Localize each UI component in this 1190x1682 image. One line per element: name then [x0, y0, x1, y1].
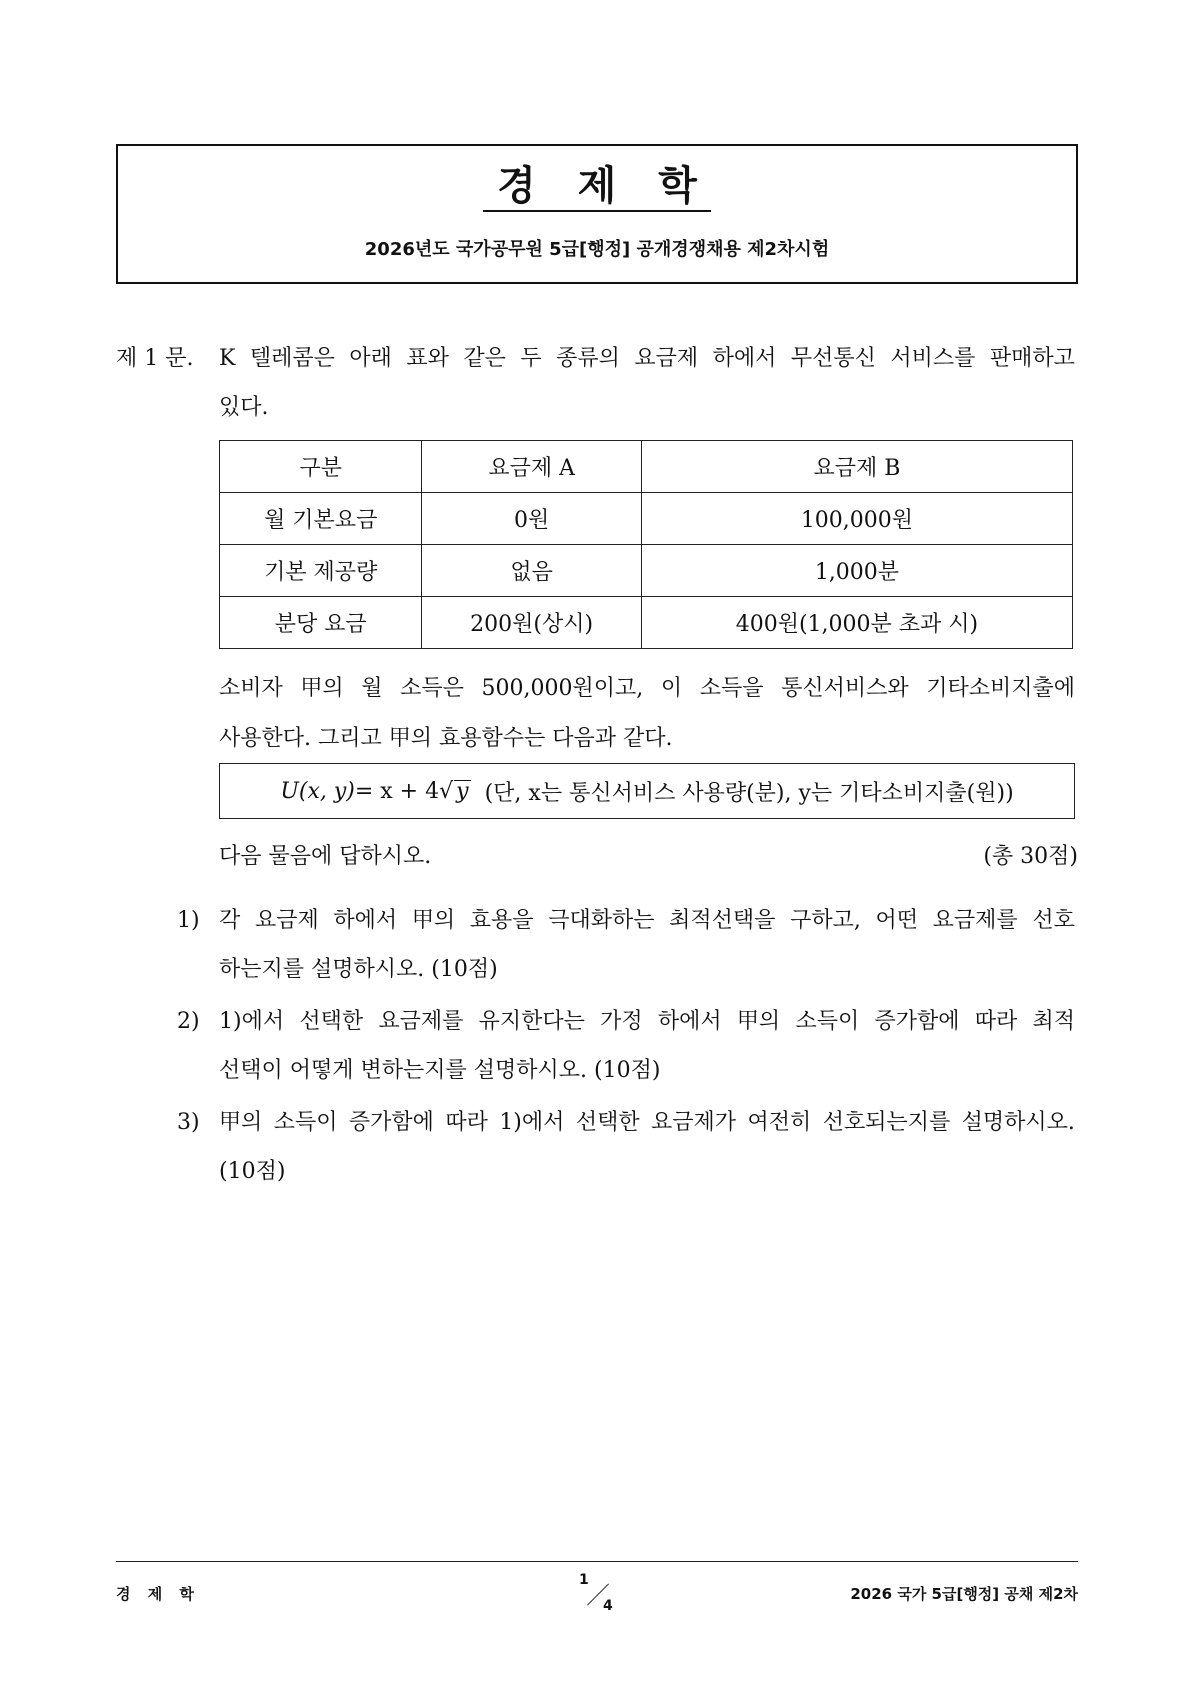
word: 소득은 — [400, 676, 464, 701]
table-cell: 분당 요금 — [220, 597, 422, 649]
word: K — [219, 346, 236, 371]
word: 설명하시오. — [961, 1110, 1075, 1135]
word: 최적선택을 — [669, 908, 776, 933]
word: 각 — [219, 908, 241, 933]
word: 증가함에 — [874, 1009, 960, 1034]
word: 甲의 — [411, 908, 456, 933]
word: 甲의 — [219, 1110, 263, 1135]
page-total: 4 — [603, 1598, 613, 1614]
word: 아래 — [349, 346, 392, 371]
word: 어떤 — [875, 908, 918, 933]
word: 하에서 — [712, 346, 777, 371]
subquestion-1-line-2: 하는지를 설명하시오. (10점) — [219, 957, 498, 982]
table-cell: 없음 — [422, 545, 641, 597]
word: 선택한 — [299, 1009, 364, 1034]
word: 극대화하는 — [548, 908, 655, 933]
table-row — [220, 545, 1073, 597]
table-row — [220, 493, 1073, 545]
word: 소득이 — [273, 1110, 338, 1135]
utility-function-box — [219, 763, 1075, 819]
subquestion-2-line-2: 선택이 어떻게 변하는지를 설명하시오. (10점) — [219, 1058, 661, 1083]
sqrt-icon: √ — [439, 778, 454, 804]
word: 따라 — [974, 1009, 1018, 1034]
question-intro-line-2: 있다. — [219, 395, 269, 420]
footer-exam-info: 2026 국가 5급[행정] 공채 제2차 — [850, 1585, 1078, 1603]
word: 甲의 — [300, 676, 344, 701]
subquestion-1-line-1 — [219, 907, 1075, 935]
table-cell: 100,000원 — [641, 493, 1072, 545]
word: 종류의 — [556, 346, 620, 371]
word: 선호되는지를 — [822, 1110, 951, 1135]
word: 두 — [520, 346, 542, 371]
word: 증가함에 — [348, 1110, 434, 1135]
table-cell: 400원(1,000분 초과 시) — [641, 597, 1072, 649]
word: 하에서 — [333, 908, 398, 933]
fee-plan-table — [219, 440, 1073, 649]
page-current: 1 — [579, 1572, 589, 1588]
formula-lhs: U(x, y) — [280, 778, 355, 804]
subquestion-2-line-1 — [219, 1008, 1075, 1036]
total-points: (총 30점) — [983, 844, 1078, 869]
table-header-cell: 요금제 B — [641, 441, 1072, 493]
word: 통신서비스와 — [781, 676, 909, 701]
word: 표와 — [406, 346, 449, 371]
instruction-text: 다음 물음에 답하시오. — [219, 844, 432, 869]
table-header-cell: 요금제 A — [422, 441, 641, 493]
word: 선택한 — [575, 1110, 640, 1135]
table-header-cell: 구분 — [220, 441, 422, 493]
subquestion-number: 3) — [177, 1110, 200, 1135]
word: 500,000원이고, — [481, 676, 644, 701]
word: 유지한다는 — [478, 1009, 585, 1034]
subquestion-3-line-2: (10점) — [219, 1159, 286, 1184]
table-cell: 0원 — [422, 493, 641, 545]
word: 최적 — [1032, 1009, 1075, 1034]
table-row — [220, 597, 1073, 649]
word: 기타소비지출에 — [926, 676, 1075, 701]
table-cell: 1,000분 — [641, 545, 1072, 597]
word: 甲의 — [736, 1009, 781, 1034]
income-line-2: 사용한다. 그리고 甲의 효용함수는 다음과 같다. — [219, 726, 673, 751]
word: 여전히 — [747, 1110, 812, 1135]
word: 판매하고 — [989, 346, 1075, 371]
word: 요금제 — [254, 908, 319, 933]
subquestion-number: 1) — [177, 908, 200, 933]
formula-sqrt-arg: y — [456, 778, 469, 804]
question-label: 제 1 문. — [116, 346, 194, 371]
subquestion-3-line-1 — [219, 1109, 1075, 1137]
word: 선호 — [1032, 908, 1075, 933]
word: 요금제를 — [932, 908, 1018, 933]
word: 같은 — [463, 346, 506, 371]
word: 요금제가 — [651, 1110, 737, 1135]
word: 1)에서 — [499, 1110, 565, 1135]
word: 이 — [660, 676, 683, 701]
word: 월 — [361, 676, 383, 701]
word: 텔레콤은 — [249, 346, 335, 371]
table-cell: 월 기본요금 — [220, 493, 422, 545]
exam-title: 경 제 학 — [118, 164, 1076, 212]
word: 소비자 — [219, 676, 283, 701]
word: 요금제 — [634, 346, 699, 371]
subquestion-number: 2) — [177, 1009, 200, 1034]
formula-note: (단, x는 통신서비스 사용량(분), y는 기타소비지출(원)) — [484, 780, 1014, 806]
word: 소득을 — [699, 676, 764, 701]
word: 무선통신 — [790, 346, 876, 371]
formula-eq: = x + 4 — [354, 778, 440, 804]
word: 서비스를 — [890, 346, 976, 371]
question-intro-line-1 — [219, 345, 1075, 373]
word: 하에서 — [657, 1009, 722, 1034]
table-header-row — [220, 441, 1073, 493]
word: 1)에서 — [219, 1009, 285, 1034]
word: 소득이 — [795, 1009, 860, 1034]
word: 구하고, — [790, 908, 861, 933]
word: 효용을 — [469, 908, 534, 933]
word: 요금제를 — [378, 1009, 464, 1034]
income-line-1 — [219, 675, 1075, 703]
table-cell: 200원(상시) — [422, 597, 641, 649]
footer-divider — [116, 1561, 1078, 1562]
word: 따라 — [445, 1110, 488, 1135]
exam-subtitle: 2026년도 국가공무원 5급[행정] 공개경쟁채용 제2차시험 — [364, 239, 830, 260]
word: 가정 — [600, 1009, 643, 1034]
table-cell: 기본 제공량 — [220, 545, 422, 597]
exam-header-box — [116, 144, 1078, 284]
footer-subject: 경 제 학 — [116, 1585, 200, 1603]
page-number — [573, 1572, 623, 1622]
